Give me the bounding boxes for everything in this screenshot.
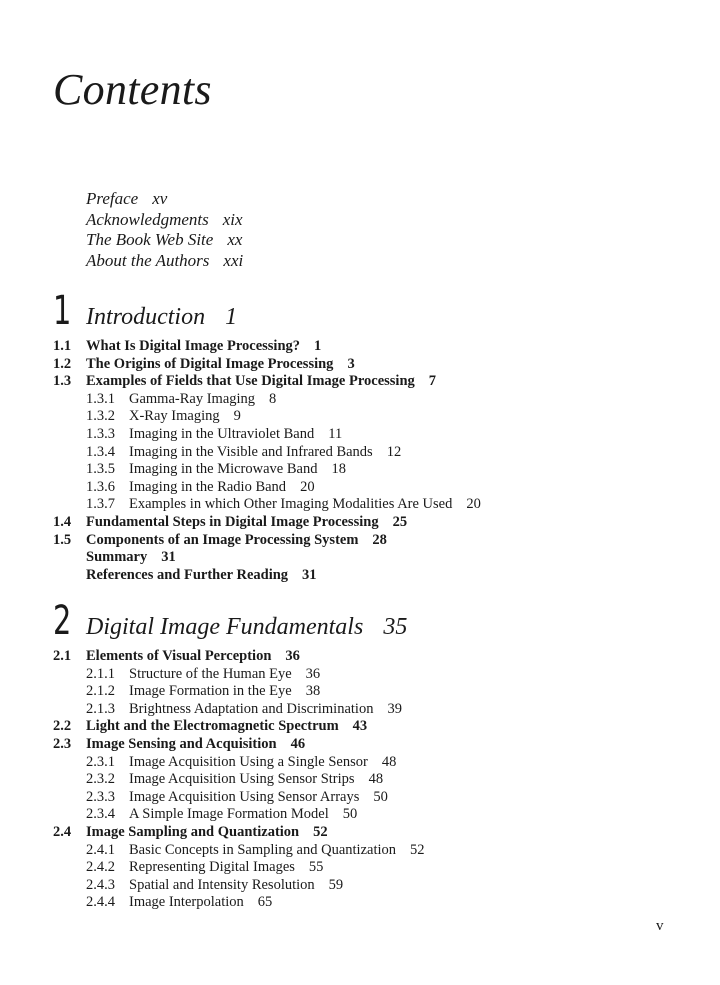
- entry-title-text: Examples in which Other Imaging Modalities Are Used: [129, 496, 453, 513]
- entry-title-text: Basic Concepts in Sampling and Quantization: [129, 841, 396, 858]
- entry-title: [129, 666, 320, 684]
- entry-title-text: Brightness Adaptation and Discrimination: [129, 700, 374, 717]
- front-matter-item[interactable]: [86, 251, 243, 272]
- chapter-title: [86, 302, 237, 332]
- entry-title-text: Representing Digital Images: [129, 859, 295, 876]
- entry-title: [129, 496, 481, 514]
- entry-title: [129, 754, 396, 772]
- toc-subsection-entry[interactable]: [53, 496, 673, 514]
- entry-number: 1.3: [53, 373, 72, 390]
- front-matter-list: [86, 189, 243, 271]
- chapter-page: 35: [383, 614, 408, 640]
- entry-number: 1.3.2: [86, 408, 115, 425]
- entry-page: 52: [313, 823, 328, 840]
- toc-subsection-entry[interactable]: [53, 806, 673, 824]
- entry-page: 8: [269, 390, 277, 407]
- entry-title-text: Image Acquisition Using a Single Sensor: [129, 753, 368, 770]
- entry-page: 48: [368, 771, 384, 788]
- toc-subsection-entry[interactable]: [53, 842, 673, 860]
- toc-subsection-entry[interactable]: [53, 701, 673, 719]
- chapter-number: 1: [53, 288, 72, 334]
- entry-number: 2.2: [53, 718, 72, 735]
- entry-page: 11: [328, 425, 343, 442]
- toc-subsection-entry[interactable]: [53, 666, 673, 684]
- entry-title: [86, 567, 317, 585]
- toc-section-entry[interactable]: [53, 736, 673, 754]
- entry-page: 46: [290, 735, 306, 752]
- entry-page: 50: [342, 806, 358, 823]
- toc-section-entry[interactable]: [53, 356, 673, 374]
- chapter-number: 2: [53, 598, 72, 644]
- entry-title: [129, 842, 425, 860]
- entry-page: 36: [305, 665, 321, 682]
- entry-title-text: A Simple Image Formation Model: [129, 806, 329, 823]
- entry-page: 39: [387, 700, 402, 717]
- entry-page: 52: [410, 841, 425, 858]
- entry-number: 1.5: [53, 531, 72, 548]
- toc-subsection-entry[interactable]: [53, 771, 673, 789]
- entry-page: 3: [347, 355, 355, 372]
- entry-title: [129, 426, 342, 444]
- entry-title: [129, 479, 315, 497]
- entry-title-text: Imaging in the Radio Band: [129, 478, 287, 495]
- front-matter-page: xv: [152, 189, 168, 208]
- entry-page: 18: [331, 461, 346, 478]
- entry-title: [86, 549, 176, 567]
- entry-page: 28: [372, 531, 387, 548]
- chapter-title-text: Introduction: [86, 304, 206, 330]
- entry-page: 55: [308, 859, 324, 876]
- chapter-title: [86, 612, 407, 642]
- toc-subsection-entry[interactable]: [53, 408, 673, 426]
- entry-title: [129, 859, 323, 877]
- entry-page: 7: [428, 373, 437, 390]
- entry-title-text: Image Formation in the Eye: [129, 683, 292, 700]
- entry-page: 59: [328, 876, 344, 893]
- toc-section-entry[interactable]: [53, 338, 673, 356]
- entry-number: 2.4.3: [86, 876, 115, 893]
- entry-number: 1.3.7: [86, 496, 115, 513]
- entry-number: 1.3.3: [86, 425, 115, 442]
- entry-title-text: Imaging in the Ultraviolet Band: [129, 425, 315, 442]
- entry-title-text: Image Sensing and Acquisition: [86, 735, 277, 752]
- entry-title: [86, 648, 300, 666]
- entry-number: 2.4.4: [86, 894, 115, 911]
- entry-title-text: Imaging in the Visible and Infrared Bands: [129, 443, 373, 460]
- entry-title: [129, 701, 402, 719]
- entry-title: [86, 532, 387, 550]
- entry-title: [129, 894, 272, 912]
- entry-number: 2.1: [53, 648, 72, 664]
- toc-section-entry[interactable]: [53, 373, 673, 391]
- entry-number: 2.4.1: [86, 841, 115, 858]
- toc-subsection-entry[interactable]: [53, 894, 673, 912]
- entry-title: [129, 789, 388, 807]
- entry-title-text: X-Ray Imaging: [129, 408, 220, 425]
- entry-number: 2.3.2: [86, 771, 115, 788]
- toc-subsection-entry[interactable]: [53, 754, 673, 772]
- entry-title-text: Image Interpolation: [129, 894, 244, 911]
- entry-title: [129, 444, 401, 462]
- entry-number: 2.3.1: [86, 753, 115, 770]
- entry-title: [86, 514, 407, 532]
- chapter-page: 1: [225, 304, 238, 330]
- toc-subsection-entry[interactable]: [53, 683, 673, 701]
- entry-title: [129, 877, 343, 895]
- entry-title: [129, 771, 383, 789]
- entry-page: 36: [285, 648, 300, 664]
- entry-title: [86, 338, 321, 356]
- toc-subsection-entry[interactable]: [53, 461, 673, 479]
- entry-title: [129, 391, 276, 409]
- front-matter-page: xxi: [223, 250, 244, 270]
- chapter-2-block: [53, 598, 673, 912]
- front-matter-item[interactable]: [86, 189, 243, 210]
- chapter-heading[interactable]: [53, 288, 673, 338]
- entry-number: 1.3.5: [86, 461, 115, 478]
- front-matter-label: About the Authors: [86, 250, 210, 270]
- toc-subsection-entry[interactable]: [53, 444, 673, 462]
- entry-number: 2.4: [53, 823, 72, 840]
- entry-number: 2.3.4: [86, 806, 115, 823]
- toc-subsection-entry[interactable]: [53, 479, 673, 497]
- entry-page: 31: [161, 549, 176, 566]
- entry-title-text: Examples of Fields that Use Digital Image Processing: [86, 373, 415, 390]
- entry-title: [129, 461, 346, 479]
- entry-number: 1.3.4: [86, 443, 115, 460]
- entry-title-text: Structure of the Human Eye: [129, 665, 292, 682]
- toc-section-entry[interactable]: [53, 549, 673, 567]
- entry-title: [86, 718, 367, 736]
- front-matter-item[interactable]: [86, 210, 243, 231]
- toc-subsection-entry[interactable]: [53, 877, 673, 895]
- entry-title: [86, 373, 436, 391]
- entry-number: 2.3: [53, 735, 72, 752]
- entry-title: [129, 683, 320, 701]
- toc-subsection-entry[interactable]: [53, 859, 673, 877]
- entry-title-text: The Origins of Digital Image Processing: [86, 355, 334, 372]
- toc-section-entry[interactable]: [53, 824, 673, 842]
- entry-number: 1.3.1: [86, 390, 115, 407]
- entry-page: 1: [314, 338, 322, 354]
- entry-number: 2.1.3: [86, 700, 115, 717]
- entry-title-text: References and Further Reading: [86, 566, 289, 583]
- toc-section-entry[interactable]: [53, 648, 673, 666]
- entry-title-text: What Is Digital Image Processing?: [86, 338, 301, 354]
- front-matter-label: The Book Web Site: [86, 230, 214, 249]
- entry-page: 12: [386, 443, 402, 460]
- entry-title: [129, 806, 357, 824]
- entry-title-text: Image Sampling and Quantization: [86, 823, 300, 840]
- entry-page: 38: [305, 683, 321, 700]
- entry-page: 20: [466, 496, 481, 513]
- toc-subsection-entry[interactable]: [53, 789, 673, 807]
- entry-page: 50: [373, 788, 388, 805]
- page-title: Contents: [53, 65, 212, 114]
- entry-page: 43: [352, 718, 368, 735]
- toc-section-entry[interactable]: [53, 514, 673, 532]
- entry-title-text: Gamma-Ray Imaging: [129, 390, 256, 407]
- chapter-1-block: [53, 288, 673, 584]
- entry-title-text: Fundamental Steps in Digital Image Processing: [86, 513, 379, 530]
- entry-title-text: Light and the Electromagnetic Spectrum: [86, 718, 339, 735]
- entry-page: 20: [300, 478, 315, 495]
- entry-title-text: Imaging in the Microwave Band: [129, 461, 318, 478]
- toc-subsection-entry[interactable]: [53, 391, 673, 409]
- entry-title-text: Summary: [86, 549, 148, 566]
- front-matter-page: xx: [227, 230, 243, 249]
- entry-title-text: Spatial and Intensity Resolution: [129, 876, 315, 893]
- entry-number: 1.3.6: [86, 478, 115, 495]
- entry-number: 2.1.2: [86, 683, 115, 700]
- front-matter-page: xix: [222, 209, 243, 229]
- entry-page: 48: [381, 753, 397, 770]
- entry-title: [86, 824, 328, 842]
- entry-number: 1.4: [53, 513, 72, 530]
- toc-section-entry[interactable]: [53, 567, 673, 585]
- entry-page: 9: [233, 408, 241, 425]
- entry-number: 2.3.3: [86, 788, 115, 805]
- entry-number: 2.4.2: [86, 859, 115, 876]
- toc-subsection-entry[interactable]: [53, 426, 673, 444]
- front-matter-item[interactable]: [86, 230, 243, 251]
- entry-title-text: Components of an Image Processing System: [86, 531, 359, 548]
- page-number: v: [656, 918, 664, 934]
- toc-section-entry[interactable]: [53, 718, 673, 736]
- entry-number: 1.1: [53, 338, 72, 354]
- entry-page: 31: [302, 566, 317, 583]
- chapter-heading[interactable]: [53, 598, 673, 648]
- entry-title-text: Image Acquisition Using Sensor Strips: [129, 771, 355, 788]
- chapter-title-text: Digital Image Fundamentals: [86, 614, 364, 640]
- entry-title: [129, 408, 241, 426]
- front-matter-label: Acknowledgments: [86, 209, 209, 229]
- entry-title-text: Image Acquisition Using Sensor Arrays: [129, 788, 360, 805]
- entry-title-text: Elements of Visual Perception: [86, 648, 272, 664]
- entry-number: 2.1.1: [86, 665, 115, 682]
- front-matter-label: Preface: [86, 189, 139, 208]
- entry-page: 25: [392, 513, 408, 530]
- entry-title: [86, 356, 355, 374]
- toc-section-entry[interactable]: [53, 532, 673, 550]
- entry-number: 1.2: [53, 355, 72, 372]
- entry-page: 65: [257, 894, 273, 911]
- entry-title: [86, 736, 305, 754]
